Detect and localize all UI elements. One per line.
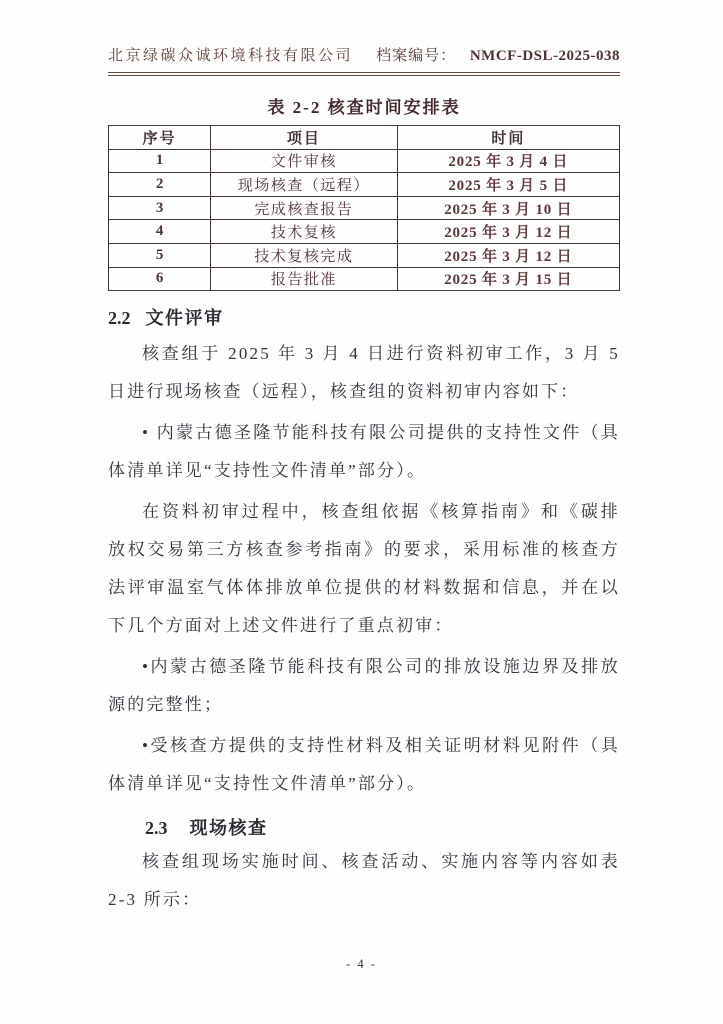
table-cell-item: 文件审核 xyxy=(211,149,398,173)
table-cell-seq: 5 xyxy=(109,243,211,267)
section-number: 2.3 xyxy=(145,818,168,839)
table-cell-item: 现场核查（远程） xyxy=(211,173,398,197)
table-cell-seq: 3 xyxy=(109,196,211,220)
header-company-name: 北京绿碳众诚环境科技有限公司 xyxy=(108,48,354,64)
table-row xyxy=(109,196,620,220)
table-cell-time: 2025 年 3 月 15 日 xyxy=(397,267,619,291)
table-cell-item: 技术复核完成 xyxy=(211,243,398,267)
archive-number-label: 档案编号： xyxy=(376,48,457,64)
table-header-cell-item: 项目 xyxy=(211,126,398,150)
table-cell-item: 报告批准 xyxy=(211,267,398,291)
section-title: 现场核查 xyxy=(189,818,268,839)
table-cell-time: 2025 年 3 月 12 日 xyxy=(397,220,619,244)
section-heading-2-3 xyxy=(108,814,620,840)
table-cell-seq: 4 xyxy=(109,220,211,244)
table-row xyxy=(109,243,620,267)
archive-number-value: NMCF-DSL-2025-038 xyxy=(469,48,620,64)
bullet-supporting-documents: • 内蒙古德圣隆节能科技有限公司提供的支持性文件（具体清单详见“支持性文件清单”部分）。 xyxy=(108,423,620,481)
table-row xyxy=(109,173,620,197)
section-heading-2-2 xyxy=(108,304,620,330)
paragraph-onsite-verification: 核查组现场实施时间、核查活动、实施内容等内容如表 2-3 所示： xyxy=(108,852,620,910)
table-cell-time: 2025 年 3 月 12 日 xyxy=(397,243,619,267)
table-header-cell-seq: 序号 xyxy=(109,126,211,150)
archive-number xyxy=(376,44,620,65)
table-cell-seq: 1 xyxy=(109,149,211,173)
bullet-boundary-completeness: •内蒙古德圣隆节能科技有限公司的排放设施边界及排放源的完整性； xyxy=(108,657,620,715)
table-cell-time: 2025 年 3 月 4 日 xyxy=(397,149,619,173)
table-header-row xyxy=(109,126,620,150)
section-title: 文件评审 xyxy=(145,308,224,329)
page-number: - 4 - xyxy=(346,957,377,971)
table-row xyxy=(109,149,620,173)
paragraph-review-process: 在资料初审过程中，核查组依据《核算指南》和《碳排放权交易第三方核查参考指南》的要求，采用标准的核查方法评审温室气体体排放单位提供的材料数据和信息，并在以下几个方面对上述文件进行了重点初审： xyxy=(108,502,620,636)
paragraph-initial-review: 核查组于 2025 年 3 月 4 日进行资料初审工作，3 月 5 日进行现场核查（远程），核查组的资料初审内容如下： xyxy=(108,344,620,402)
table-header-cell-time: 时间 xyxy=(397,126,619,150)
table-cell-seq: 6 xyxy=(109,267,211,291)
table-cell-time: 2025 年 3 月 5 日 xyxy=(397,173,619,197)
table-cell-item: 完成核查报告 xyxy=(211,196,398,220)
section-number: 2.2 xyxy=(108,308,131,329)
schedule-table xyxy=(108,125,620,291)
table-row xyxy=(109,267,620,291)
table-cell-time: 2025 年 3 月 10 日 xyxy=(397,196,619,220)
table-row xyxy=(109,220,620,244)
bullet-supporting-materials: •受核查方提供的支持性材料及相关证明材料见附件（具体清单详见“支持性文件清单”部分）。 xyxy=(108,736,620,794)
page-content xyxy=(108,44,620,922)
table-cell-item: 技术复核 xyxy=(211,220,398,244)
table-cell-seq: 2 xyxy=(109,173,211,197)
table-title: 表 2-2 核查时间安排表 xyxy=(267,98,461,117)
page-header xyxy=(108,44,620,76)
